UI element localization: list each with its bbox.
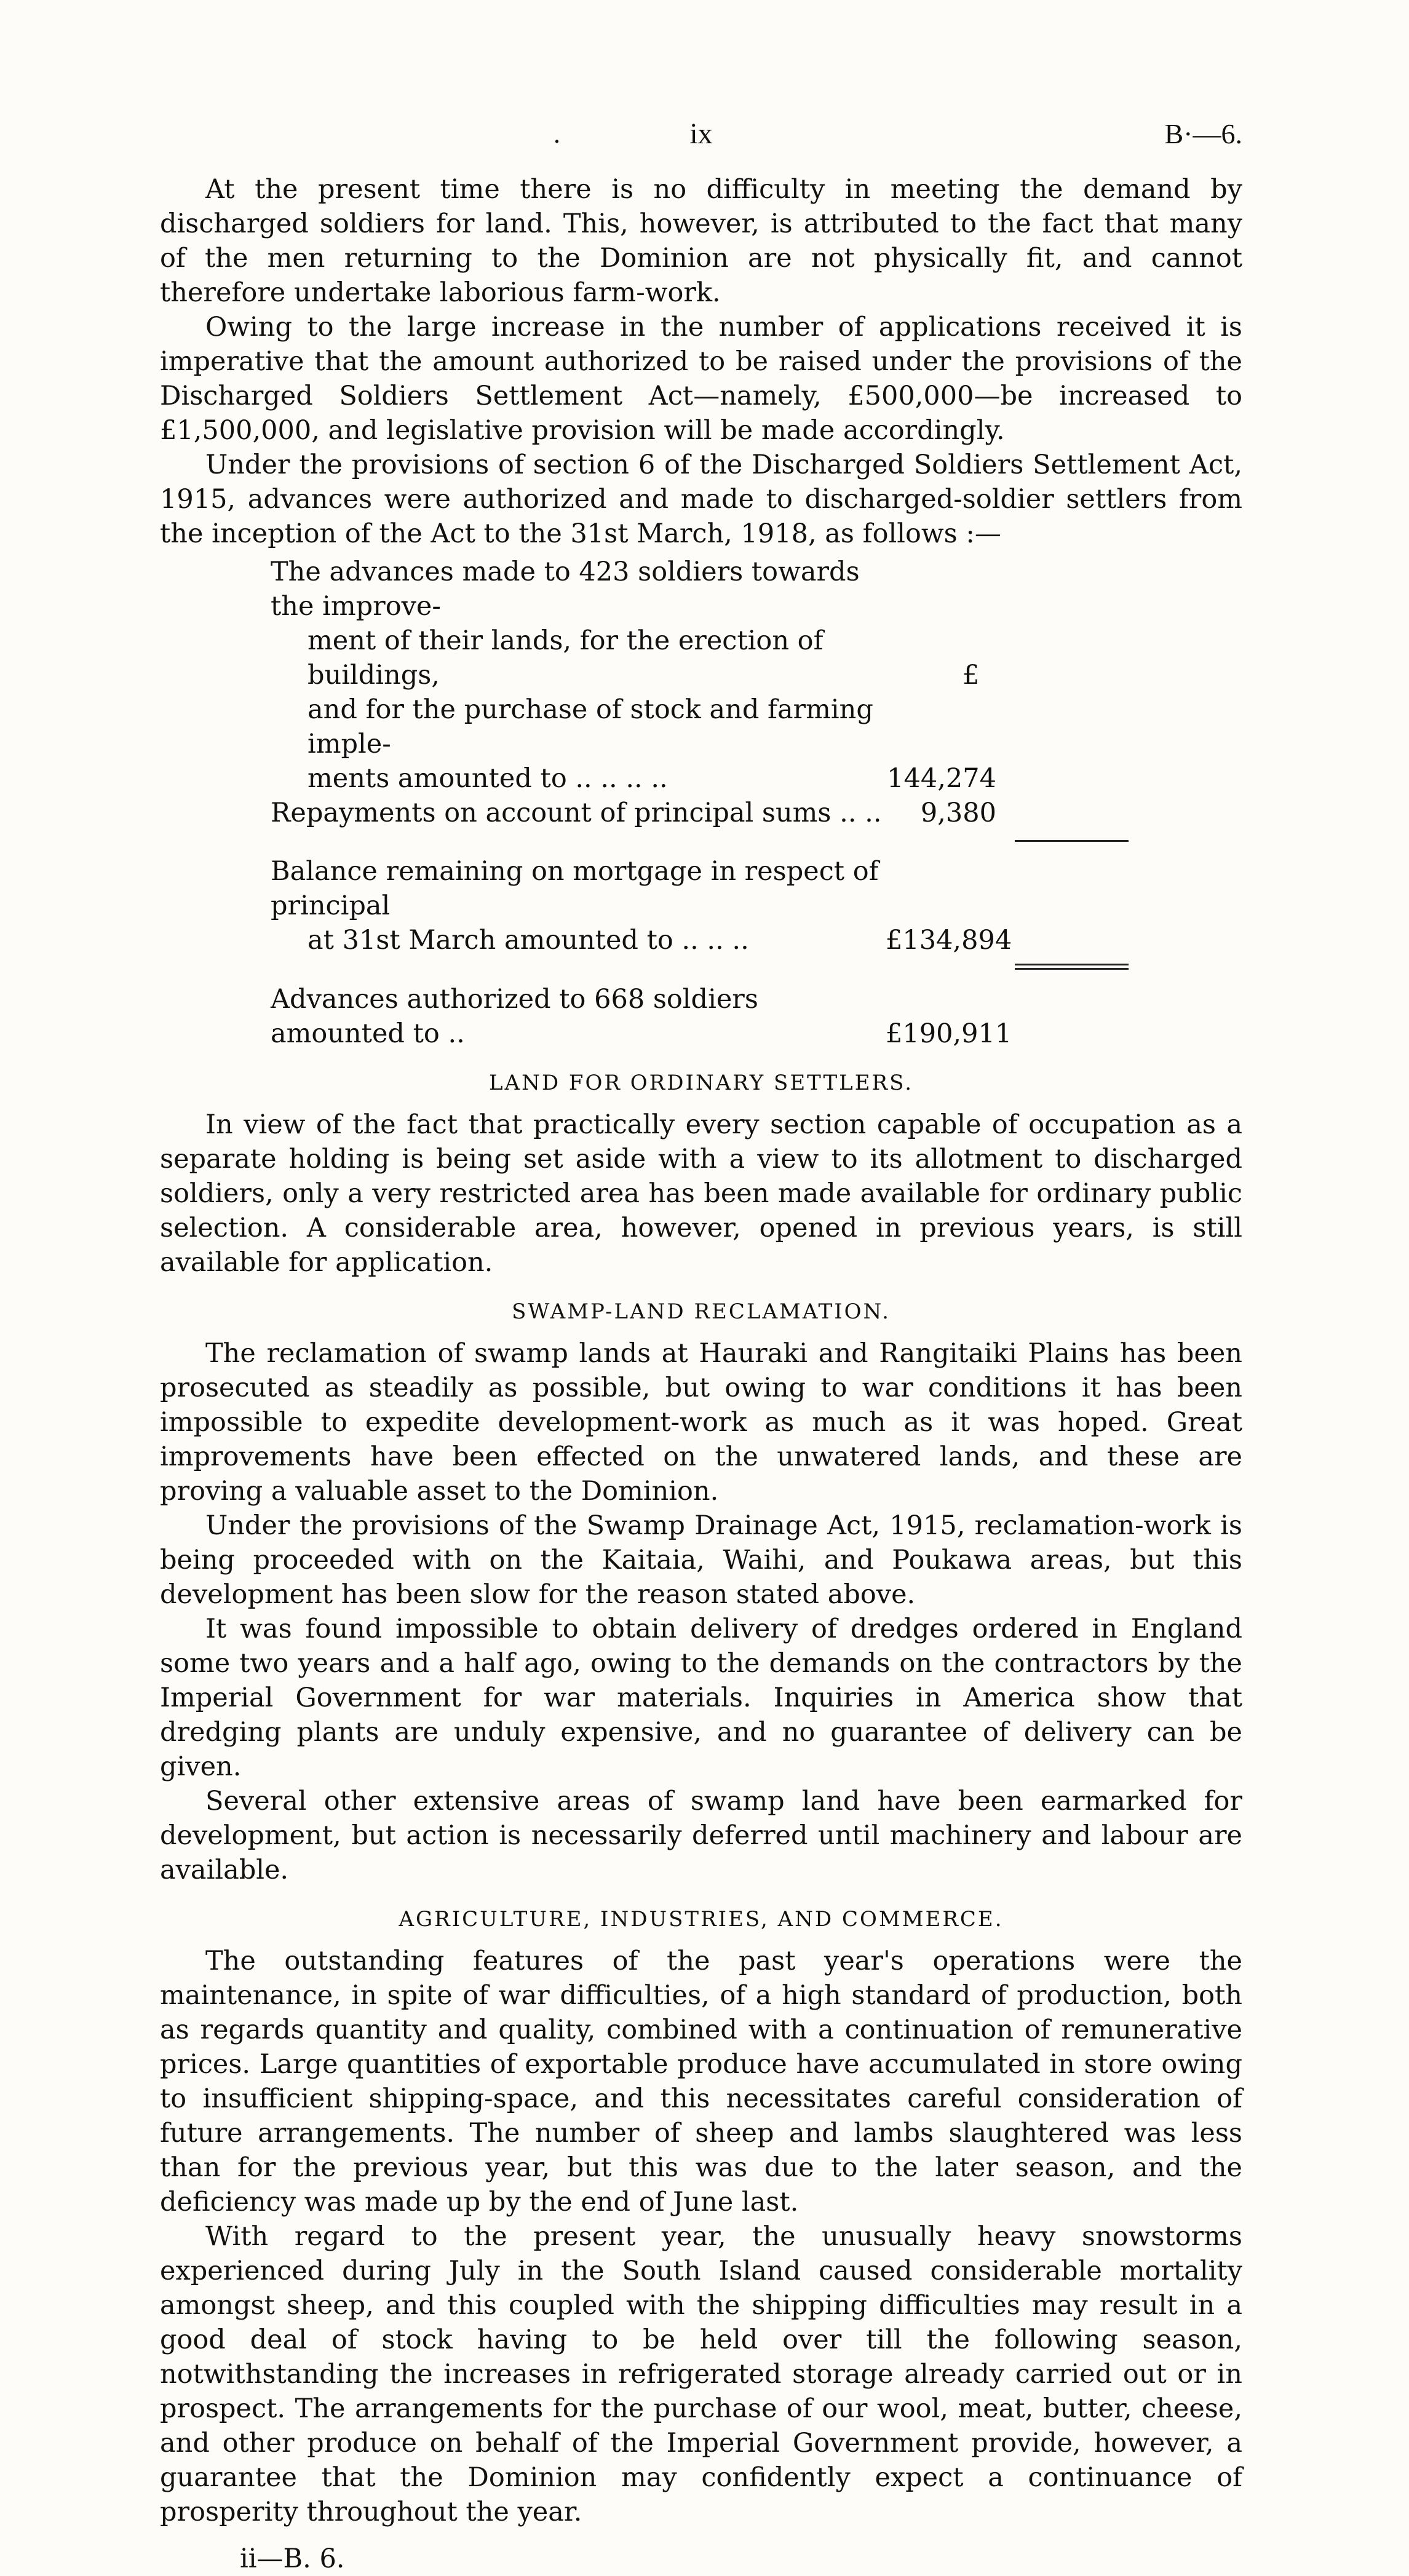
paragraph: Under the provisions of section 6 of the Discharged Soldiers Settlement Act, 1915, advances were authorized and made to discharged-soldier settlers from the inception of the Act to the 31st March, 1918, as follows :—: [160, 450, 1242, 549]
double-rule: [1015, 964, 1129, 970]
section-heading: LAND FOR ORDINARY SETTLERS.: [488, 1071, 914, 1095]
paragraph: In view of the fact that practically every section capable of occupation as a separate holding is being set aside with a view to its allotment to discharged soldiers, only a very restricted area has been made available for ordinary public selection. A considerable area, however, opened in previous years, is still available for application.: [160, 1109, 1242, 1278]
currency-symbol: £: [962, 660, 980, 691]
advances-label: [160, 555, 886, 796]
table-row-advances: [160, 555, 1242, 796]
authorized-label: Advances authorized to 668 soldiers amounted to ..: [271, 984, 758, 1049]
advances-label-line: ment of their lands, for the erection of buildings,: [308, 625, 824, 691]
document-page: [160, 117, 1242, 2576]
paragraph: Owing to the large increase in the number of applications received it is imperative that the amount authorized to be raised under the provisions of the Discharged Soldiers Settlement Act—namely, £500,000—be increased to £1,500,000, and legislative provision will be made accordingly.: [160, 312, 1242, 446]
paragraph: The reclamation of swamp lands at Hauraki and Rangitaiki Plains has been prosecuted as steadily as possible, but owing to war conditions it has been impossible to expedite development-work as much as it was hoped. Great improvements have been effected on the unwatered lands, and these are proving a valuable asset to the Dominion.: [160, 1338, 1242, 1507]
page-number: ix: [689, 117, 713, 150]
paragraph: At the present time there is no difficulty in meeting the demand by discharged soldiers for land. This, however, is attributed to the fact that many of the men returning to the Dominion are not physically fit, and cannot therefore undertake laborious farm-work.: [160, 174, 1242, 308]
advances-table: [160, 555, 1242, 1051]
header-mark: .: [554, 119, 560, 149]
authorized-amount: £190,911: [886, 1018, 1012, 1049]
table-row-authorized: [160, 982, 1242, 1051]
repayments-amount: 9,380: [920, 798, 996, 828]
section-heading: SWAMP-LAND RECLAMATION.: [512, 1299, 891, 1324]
advances-amount: 144,274: [887, 763, 996, 794]
balance-amount: £134,894: [886, 925, 1012, 956]
advances-label-line: ments amounted to .. .. .. ..: [308, 763, 668, 794]
table-row-balance: [160, 854, 1242, 957]
table-row-repayments: [160, 796, 1242, 830]
balance-label-line: Balance remaining on mortgage in respect of principal: [271, 856, 879, 921]
paragraph: With regard to the present year, the unusually heavy snowstorms experienced during July in the South Island caused considerable mortality amongst sheep, and this coupled with the shipping difficulties may result in a good deal of stock having to be held over till the following season, notwithstanding the increases in refrigerated storage already carried out or in prospect. The arrangements for the purchase of our wool, meat, butter, cheese, and other produce on behalf of the Imperial Government provide, however, a guarantee that the Dominion may confidently expect a continuance of prosperity throughout the year.: [160, 2221, 1242, 2527]
paragraph: Several other extensive areas of swamp land have been earmarked for development, but action is necessarily deferred until machinery and labour are available.: [160, 1786, 1242, 1885]
paragraph: It was found impossible to obtain delivery of dredges ordered in England some two years and a half ago, owing to the demands on the contractors by the Imperial Government for war materials. Inquiries in America show that dredging plants are unduly expensive, and no guarantee of delivery can be given.: [160, 1614, 1242, 1782]
advances-label-line: and for the purchase of stock and farming imple-: [308, 694, 873, 759]
balance-label: [160, 854, 886, 957]
repayments-label: Repayments on account of principal sums .. ..: [271, 798, 882, 828]
paragraph: The outstanding features of the past year's operations were the maintenance, in spite of war difficulties, of a high standard of production, both as regards quantity and quality, combined with a continuation of remunerative prices. Large quantities of exportable produce have accumulated in store owing to insufficient shipping-space, and this necessitates careful consideration of future arrangements. The number of sheep and lambs slaughtered was less than for the previous year, but this was due to the later season, and the deficiency was made up by the end of June last.: [160, 1946, 1242, 2217]
section-heading: AGRICULTURE, INDUSTRIES, AND COMMERCE.: [399, 1907, 1004, 1932]
sum-rule: [1015, 840, 1129, 842]
paragraph: Under the provisions of the Swamp Drainage Act, 1915, reclamation-work is being proceeded with on the Kaitaia, Waihi, and Poukawa areas, but this development has been slow for the reason stated above.: [160, 1510, 1242, 1610]
balance-label-line: at 31st March amounted to .. .. ..: [308, 925, 749, 956]
document-reference: B·—6.: [1164, 118, 1242, 149]
page-header: [160, 117, 1242, 172]
footer-signature: ii—B. 6.: [240, 2543, 345, 2574]
advances-label-line: The advances made to 423 soldiers towards the improve-: [271, 557, 860, 622]
